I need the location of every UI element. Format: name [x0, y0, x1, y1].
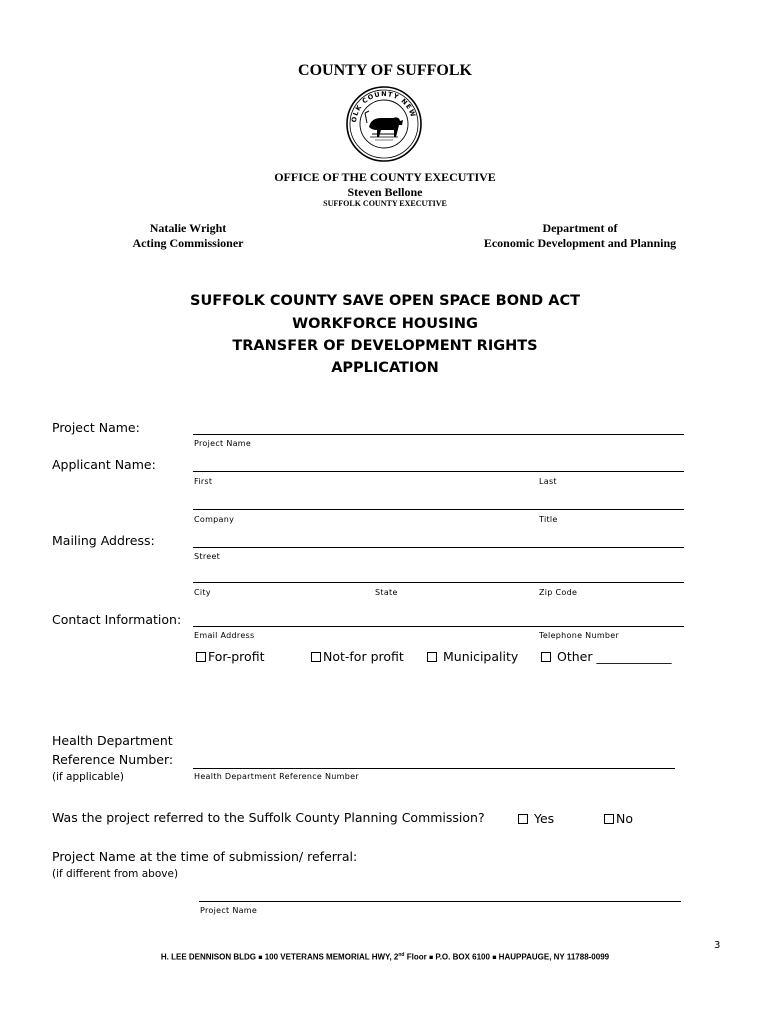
for-profit-label: For-profit — [208, 649, 265, 664]
commissioner-title: Acting Commissioner — [132, 236, 244, 250]
first-caption: First — [194, 477, 213, 486]
footer-ordinal: nd — [398, 952, 405, 958]
contact-field[interactable] — [193, 626, 684, 627]
health-label-line-1: Health Department — [52, 733, 173, 748]
title-line-3: TRANSFER OF DEVELOPMENT RIGHTS — [232, 338, 538, 354]
title-line-2: WORKFORCE HOUSING — [292, 316, 478, 332]
submission-label: Project Name at the time of submission/ referral: — [52, 849, 358, 864]
municipality-checkbox[interactable] — [427, 652, 437, 662]
square-bullet-icon: ■ — [428, 954, 434, 962]
footer-floor: Floor — [406, 952, 427, 962]
project-name-label: Project Name: — [52, 420, 140, 435]
other-label: Other ____________ — [556, 649, 672, 664]
municipality-option[interactable] — [427, 649, 518, 664]
square-bullet-icon: ■ — [492, 954, 497, 962]
street-caption: Street — [194, 552, 221, 561]
footer-building: H. LEE DENNISON BLDG — [160, 952, 256, 962]
not-for-profit-label: Not-for profit — [323, 649, 404, 664]
no-option[interactable] — [604, 811, 633, 826]
health-reference-caption: Health Department Reference Number — [194, 772, 359, 781]
no-checkbox[interactable] — [604, 814, 614, 824]
applicant-name-label: Applicant Name: — [52, 457, 156, 472]
city-state-zip-field[interactable] — [193, 582, 684, 583]
footer-street: 100 VETERANS MEMORIAL HWY, 2 — [264, 952, 399, 962]
for-profit-option[interactable] — [196, 649, 264, 664]
for-profit-checkbox[interactable] — [196, 652, 206, 662]
submission-project-name-field[interactable] — [199, 901, 681, 902]
title-caption: Title — [539, 515, 558, 524]
last-caption: Last — [539, 477, 557, 486]
yes-checkbox[interactable] — [518, 814, 528, 824]
yes-option[interactable] — [518, 811, 554, 826]
no-label: No — [616, 811, 633, 826]
street-field[interactable] — [193, 547, 684, 548]
mailing-address-label: Mailing Address: — [52, 533, 155, 548]
county-seal-icon — [345, 85, 423, 163]
contact-information-label: Contact Information: — [52, 612, 182, 627]
footer-address — [0, 952, 770, 962]
footer-city: HAUPPAUGE, NY 11788-0099 — [498, 952, 610, 962]
submission-caption: Project Name — [200, 906, 258, 915]
seal-text: OLK COUNTY NEW — [349, 89, 418, 123]
city-caption: City — [194, 588, 211, 597]
applicant-name-field[interactable] — [193, 471, 684, 472]
company-caption: Company — [194, 515, 235, 524]
page-number: 3 — [714, 940, 721, 951]
health-label-line-2: Reference Number: — [52, 752, 174, 767]
state-caption: State — [375, 588, 398, 597]
company-field[interactable] — [193, 509, 684, 510]
department-line-2: Economic Development and Planning — [483, 236, 677, 250]
referred-question: Was the project referred to the Suffolk County Planning Commission? — [52, 810, 485, 825]
other-checkbox[interactable] — [541, 652, 551, 662]
executive-title: SUFFOLK COUNTY EXECUTIVE — [323, 199, 447, 208]
email-caption: Email Address — [194, 631, 255, 640]
footer-po-box: P.O. BOX 6100 — [435, 952, 490, 962]
project-name-field[interactable] — [193, 434, 684, 435]
executive-name: Steven Bellone — [347, 185, 423, 199]
phone-caption: Telephone Number — [539, 631, 620, 640]
not-for-profit-checkbox[interactable] — [311, 652, 321, 662]
submission-note: (if different from above) — [52, 868, 179, 880]
yes-label: Yes — [533, 811, 555, 826]
title-line-4: APPLICATION — [331, 360, 439, 376]
not-for-profit-option[interactable] — [311, 649, 404, 664]
square-bullet-icon: ■ — [258, 954, 263, 962]
health-note: (if applicable) — [52, 771, 124, 783]
zip-caption: Zip Code — [539, 588, 578, 597]
title-line-1: SUFFOLK COUNTY SAVE OPEN SPACE BOND ACT — [190, 293, 580, 309]
county-heading: COUNTY OF SUFFOLK — [298, 62, 472, 79]
municipality-label: Municipality — [442, 649, 519, 664]
office-heading: OFFICE OF THE COUNTY EXECUTIVE — [274, 170, 496, 184]
department-line-1: Department of — [542, 221, 618, 235]
health-reference-field[interactable] — [193, 768, 675, 769]
commissioner-name: Natalie Wright — [149, 221, 227, 235]
project-name-caption: Project Name — [194, 439, 252, 448]
other-option[interactable] — [541, 649, 671, 664]
